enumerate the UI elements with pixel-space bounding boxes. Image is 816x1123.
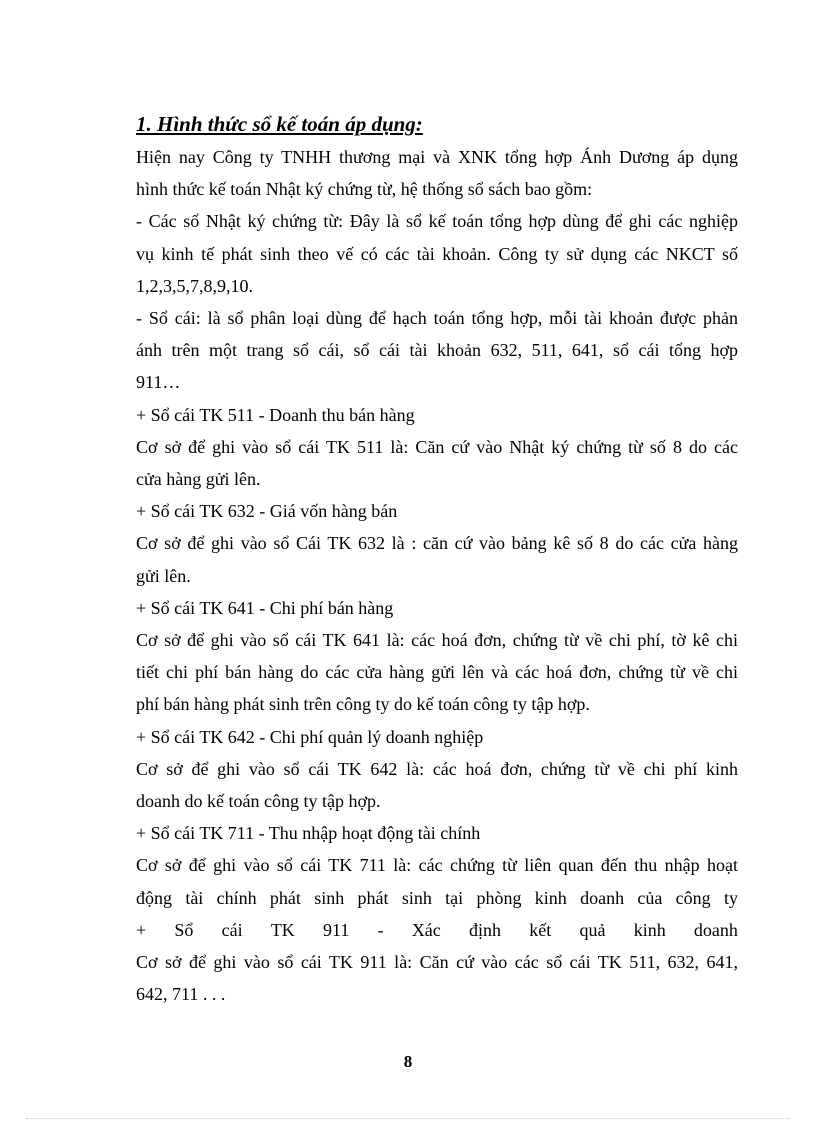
spread-word: - xyxy=(377,919,384,940)
text-line: Cơ sở để ghi vào sổ cái TK 911 là: Căn cứ vào các sổ cái TK 511, 632, 641, xyxy=(136,952,738,973)
text-line: Cơ sở để ghi vào sổ cái TK 641 là: các hoá đơn, chứng từ về chi phí, tờ kê chi xyxy=(136,630,738,651)
body-text xyxy=(136,141,738,914)
spread-word: cái xyxy=(221,919,243,940)
spread-word: kinh xyxy=(633,919,666,940)
text-line: Cơ sở để ghi vào sổ cái TK 711 là: các chứng từ liên quan đến thu nhập hoạt xyxy=(136,855,738,876)
page-content xyxy=(136,110,738,1010)
text-line: hình thức kế toán Nhật ký chứng từ, hệ thống sổ sách bao gồm: xyxy=(136,179,593,200)
text-line: doanh do kế toán công ty tập hợp. xyxy=(136,791,381,812)
text-line: gửi lên. xyxy=(136,565,191,586)
spread-word: + xyxy=(136,919,147,940)
text-line: 642, 711 . . . xyxy=(136,984,226,1005)
text-line: + Sổ cái TK 641 - Chi phí bán hàng xyxy=(136,597,394,618)
text-line: + Sổ cái TK 632 - Giá vốn hàng bán xyxy=(136,501,398,522)
spread-word: Sổ xyxy=(174,919,194,940)
spread-word: kết xyxy=(529,919,552,940)
text-line: Cơ sở để ghi vào sổ cái TK 642 là: các hoá đơn, chứng từ về chi phí kinh xyxy=(136,758,738,779)
text-line: Cơ sở để ghi vào sổ cái TK 511 là: Căn cứ vào Nhật ký chứng từ số 8 do các xyxy=(136,436,738,457)
spread-word: TK xyxy=(270,919,295,940)
text-line: cửa hàng gửi lên. xyxy=(136,469,261,490)
text-line: ánh trên một trang sổ cái, sổ cái tài khoản 632, 511, 641, sổ cái tổng hợp xyxy=(136,340,738,361)
spread-word: 911 xyxy=(323,919,350,940)
spread-word: doanh xyxy=(693,919,738,940)
text-line: + Sổ cái TK 642 - Chi phí quản lý doanh nghiệp xyxy=(136,726,484,747)
final-paragraph xyxy=(136,946,738,1010)
text-line: Cơ sở để ghi vào sổ Cái TK 632 là : căn cứ vào bảng kê số 8 do các cửa hàng xyxy=(136,533,738,554)
text-line: - Sổ cái: là sổ phân loại dùng để hạch toán tổng hợp, mỗi tài khoản được phản xyxy=(136,308,738,329)
text-line: + Sổ cái TK 511 - Doanh thu bán hàng xyxy=(136,404,415,425)
text-line: phí bán hàng phát sinh trên công ty do kế toán công ty tập hợp. xyxy=(136,694,590,715)
section-heading: 1. Hình thức sổ kế toán áp dụng: xyxy=(136,112,423,136)
page-number: 8 xyxy=(403,1052,413,1071)
page-bottom-rule xyxy=(26,1118,790,1119)
text-line: động tài chính phát sinh phát sinh tại phòng kinh doanh của công ty xyxy=(136,887,738,908)
text-line: 911… xyxy=(136,372,181,393)
spread-word: quả xyxy=(579,919,606,940)
spread-word: Xác xyxy=(411,919,441,940)
text-line: vụ kinh tế phát sinh theo vế có các tài khoản. Công ty sử dụng các NKCT số xyxy=(136,243,738,264)
spread-line-tk911 xyxy=(136,914,738,946)
text-line: + Sổ cái TK 711 - Thu nhập hoạt động tài chính xyxy=(136,823,481,844)
text-line: - Các sổ Nhật ký chứng từ: Đây là sổ kế toán tổng hợp dùng để ghi các nghiệp xyxy=(136,211,738,232)
text-line: tiết chi phí bán hàng do các cửa hàng gửi lên và các hoá đơn, chứng từ về chi xyxy=(136,662,738,683)
text-line: Hiện nay Công ty TNHH thương mại và XNK tổng hợp Ánh Dương áp dụng xyxy=(136,147,738,167)
text-line: 1,2,3,5,7,8,9,10. xyxy=(136,275,253,296)
spread-word: định xyxy=(469,919,502,940)
